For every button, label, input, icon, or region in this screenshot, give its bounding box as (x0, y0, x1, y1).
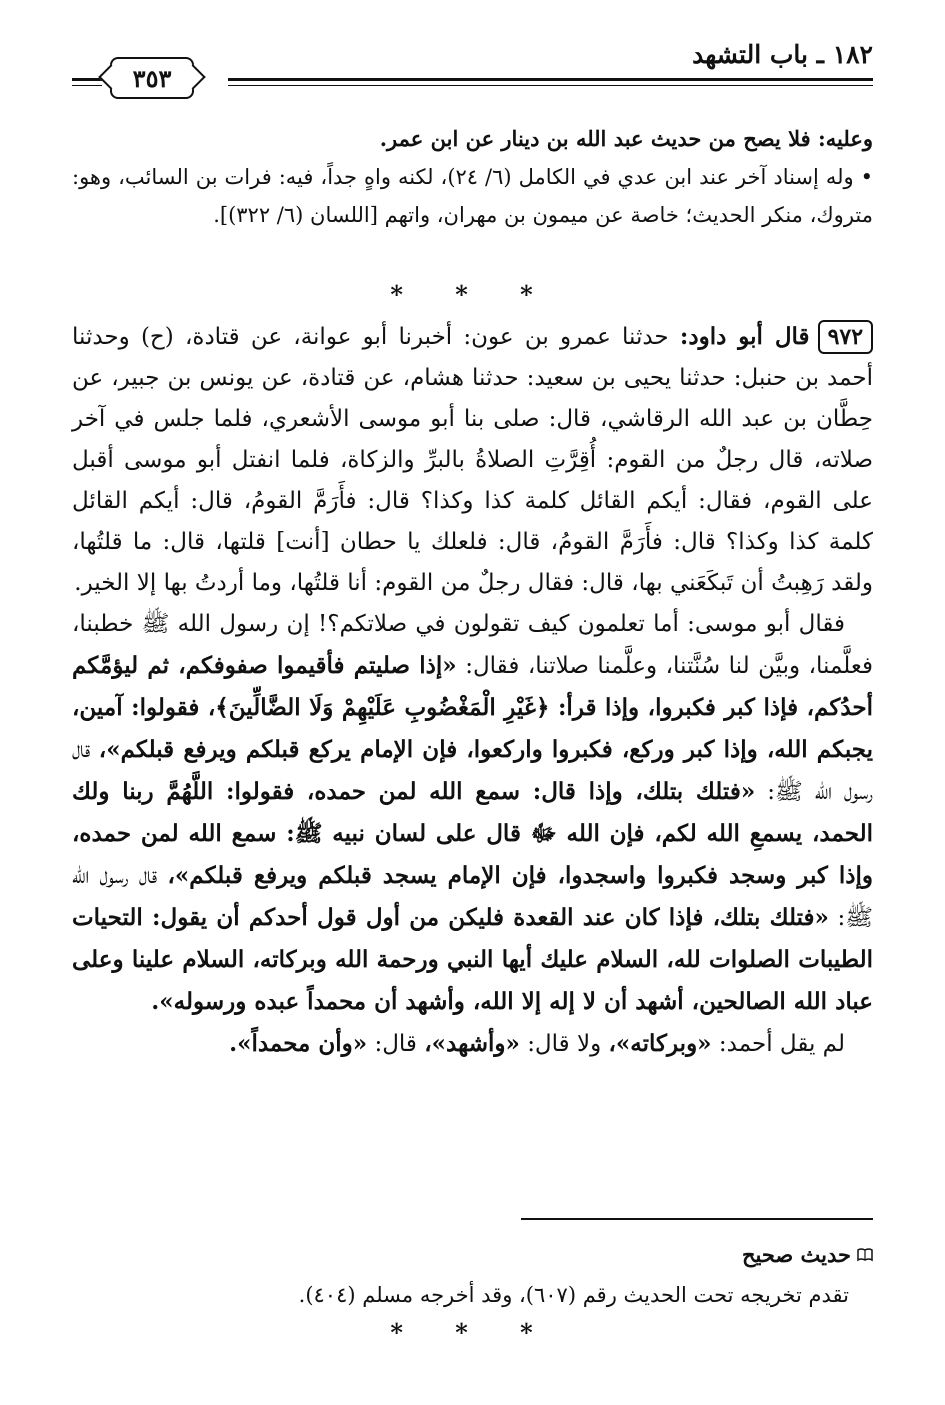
note-quote-3: «وأن محمداً». (229, 1030, 368, 1057)
section-separator: * * * (390, 280, 555, 309)
hadith-matn (72, 604, 873, 1023)
note-quote-2: «وأشهد»، (424, 1030, 520, 1057)
matn-quote-2: «فتلك بتلك، وإذا قال: سمع الله لمن حمده، فقولوا: اللَّهُمَّ ربنا ولك الحمد، يسمعِ الله لكم، فإن الله ﷻ قال على لسان نبيه ﷺ: سمع الله لمن حمده، وإذا كبر وسجد فكبروا واسجدوا، فإن الإمام يسجد قبلكم ويرفع قبلكم»، (72, 778, 873, 889)
hadith-lead: قال أبو داود: (679, 323, 810, 350)
header-rule-right-thin (228, 85, 873, 86)
matn-plain-2: قال رسول الله ﷺ: (72, 737, 874, 805)
footnote-rule (521, 1218, 873, 1220)
matn-plain-3: قال رسول الله ﷺ: (72, 863, 873, 931)
note-plain-2: ولا قال: (527, 1031, 602, 1057)
footnote-section (72, 1236, 873, 1314)
header-rule-left-thin (72, 85, 102, 86)
matn-quote-3: «فتلك بتلك، فإذا كان عند القعدة فليكن من أول قول أحدكم أن يقول: التحيات الطيبات الصلوات لله، السلام عليك أيها النبي ورحمة الله وبركاته، السلام علينا وعلى عباد الله الصالحين، أشهد أن لا إله إلا الله، وأشهد أن محمداً عبده ورسوله». (72, 904, 873, 1015)
matn-quote-1: «إذا صليتم فأقيموا صفوفكم، ثم ليؤمَّكم أحدُكم، فإذا كبر فكبروا، وإذا قرأ: ﴿غَيْرِ الْمَغْضُوبِ عَلَيْهِمْ وَلَا الضَّالِّينَ﴾، فقولوا: آمين، يجبكم الله، وإذا كبر وركع، فكبروا واركعوا، فإن الإمام يركع قبلكم ويرفع قبلكم»، (72, 652, 874, 763)
note-plain-3: قال: (374, 1031, 417, 1057)
hadith-note (72, 1023, 873, 1065)
book-icon (857, 1238, 873, 1276)
matn-plain-1: فقال أبو موسى: أما تعلمون كيف تقولون في صلاتكم؟! إن رسول الله ﷺ خطبنا، فعلَّمنا، وبيَّن لنا سُنَّتنا، وعلَّمنا صلاتنا، فقال: (72, 611, 873, 679)
hadith-isnad-text: حدثنا عمرو بن عون: أخبرنا أبو عوانة، عن قتادة، (ح) وحدثنا أحمد بن حنبل: حدثنا يحيى بن سعيد: حدثنا هشام، عن قتادة، عن يونس بن جبير، عن حِطَّان بن عبد الله الرقاشي، قال: صلى بنا أبو موسى الأشعري، فلما جلس في آخر صلاته، قال رجلٌ من القوم: أُقِرَّتِ الصلاةُ بالبرِّ والزكاة، فلما انفتل أبو موسى أقبل على القوم، فقال: أيكم القائل كلمة كذا وكذا؟ قال: فأَرَمَّ القومُ، قال: أيكم القائل كلمة كذا وكذا؟ قال: فأَرَمَّ القومُ، قال: فلعلك يا حطان [أنت] قلتها، قال: ما قلتُها، ولقد رَهِبتُ أن تَبكَعَني بها، قال: فقال رجلٌ من القوم: أنا قلتُها، وما أردتُ بها إلا الخير. (72, 324, 873, 596)
footnote-text: تقدم تخريجه تحت الحديث رقم (٦٠٧)، وقد أخرجه مسلم (٤٠٤). (298, 1283, 849, 1307)
intro-isnad-note: • وله إسناد آخر عند ابن عدي في الكامل (٦/ ٢٤)، لكنه واهٍ جداً، فيه: فرات بن السائب، وهو: متروك، منكر الحديث؛ خاصة عن ميمون بن مهران، واتهم [اللسان (٦/ ٣٢٢)]. (72, 165, 873, 227)
hadith-number-badge: ٩٧٢ (818, 320, 873, 354)
note-quote-1: «وبركاته»، (608, 1030, 712, 1057)
intro-section (72, 120, 873, 234)
chapter-header: ١٨٢ ـ باب التشهد (692, 40, 873, 69)
footnote-heading: حديث صحيح (741, 1242, 851, 1267)
note-plain-1: لم يقل أحمد: (718, 1031, 845, 1057)
header-rule-right (228, 78, 873, 81)
intro-conclusion: وعليه: فلا يصح من حديث عبد الله بن دينار عن ابن عمر. (379, 126, 873, 151)
page-number: ٣٥٣ (132, 63, 172, 93)
header-rule-left (72, 78, 102, 81)
end-separator: * * * (390, 1318, 555, 1347)
hadith-section (72, 316, 873, 1065)
page-number-badge (110, 57, 194, 99)
